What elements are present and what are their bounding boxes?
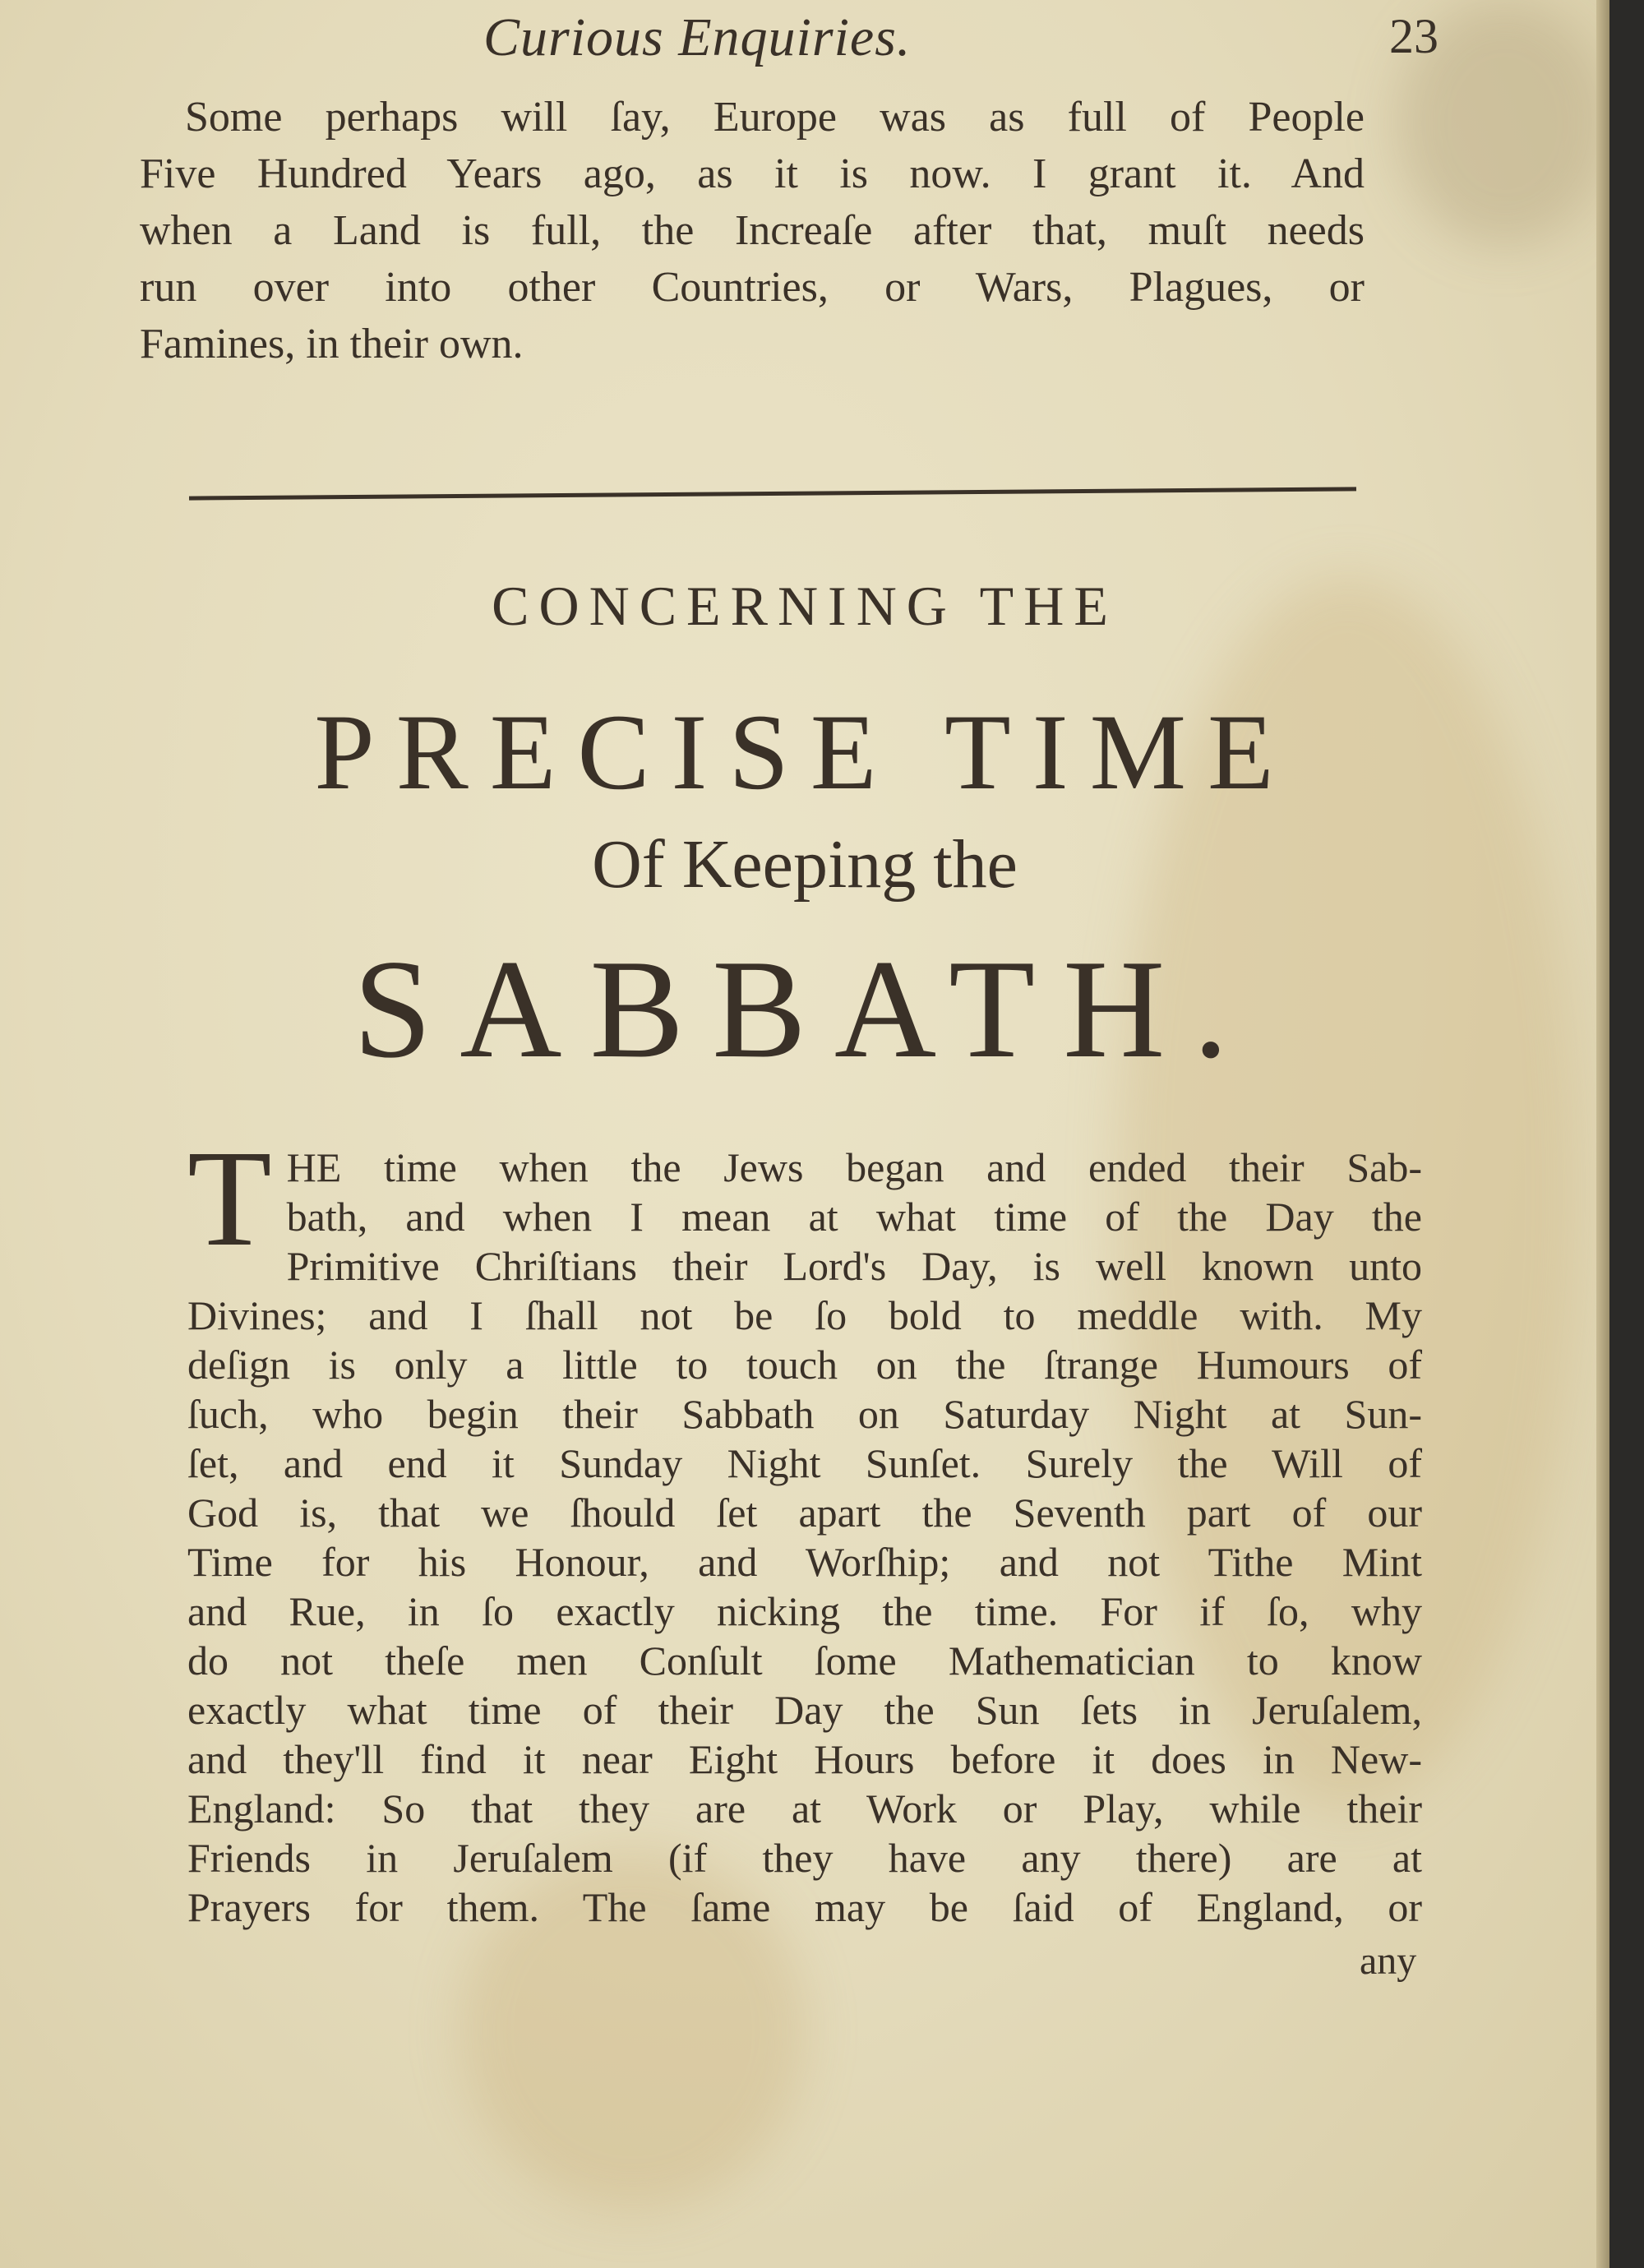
text-line: and Rue, in ſo exactly nicking the time. For if ſo, why: [187, 1588, 1422, 1634]
text-line: Primitive Chriſtians their Lord's Day, is well known unto: [286, 1243, 1422, 1289]
text-line: Time for his Honour, and Worſhip; and not Tithe Mint: [187, 1539, 1422, 1585]
heading-precise-time: PRECISE TIME: [314, 691, 1295, 812]
heading-concerning: CONCERNING THE: [492, 575, 1118, 637]
text-line: bath, and when I mean at what time of the Day the: [286, 1194, 1422, 1240]
text-line: deſign is only a little to touch on the ſtrange Humours of: [187, 1342, 1422, 1388]
text-line: run over into other Countries, or Wars, Plagues, or: [140, 264, 1365, 311]
top-paragraph: [140, 89, 1365, 372]
text-line: Some perhaps will ſay, Europe was as full of People: [185, 94, 1365, 141]
text-line: and they'll find it near Eight Hours before it does in New-: [187, 1736, 1422, 1782]
heading-sabbath: SABBATH.: [353, 931, 1257, 1088]
running-title: Curious Enquiries.: [483, 7, 912, 67]
catchword: any: [1360, 1939, 1417, 1983]
section-divider-rule: [189, 487, 1356, 500]
text-line: ſuch, who begin their Sabbath on Saturday Night at Sun-: [187, 1391, 1422, 1437]
page-number: 23: [1389, 9, 1438, 63]
text-line: HE time when the Jews began and ended their Sab-: [286, 1144, 1422, 1190]
body-paragraph: [187, 1122, 1422, 1932]
text-line: Divines; and I ſhall not be ſo bold to meddle with. My: [187, 1292, 1422, 1338]
page-edge: [1596, 0, 1609, 2268]
text-line: Famines, in their own.: [140, 321, 524, 367]
text-line: Five Hundred Years ago, as it is now. I grant it. And: [140, 150, 1365, 197]
heading-of-keeping: Of Keeping the: [592, 826, 1018, 903]
text-line: Prayers for them. The ſame may be ſaid of England, or: [187, 1884, 1422, 1930]
text-line: God is, that we ſhould ſet apart the Seventh part of our: [187, 1490, 1422, 1536]
text-line: England: So that they are at Work or Play, while their: [187, 1785, 1422, 1831]
text-line: Friends in Jeruſalem (if they have any there) are at: [187, 1835, 1422, 1881]
text-line: ſet, and end it Sunday Night Sunſet. Surely the Will of: [187, 1440, 1422, 1486]
drop-cap: T: [187, 1122, 272, 1275]
text-line: do not theſe men Conſult ſome Mathematician to know: [187, 1637, 1422, 1684]
text-line: exactly what time of their Day the Sun ſets in Jeruſalem,: [187, 1687, 1422, 1733]
text-line: when a Land is full, the Increaſe after that, muſt needs: [140, 207, 1365, 254]
